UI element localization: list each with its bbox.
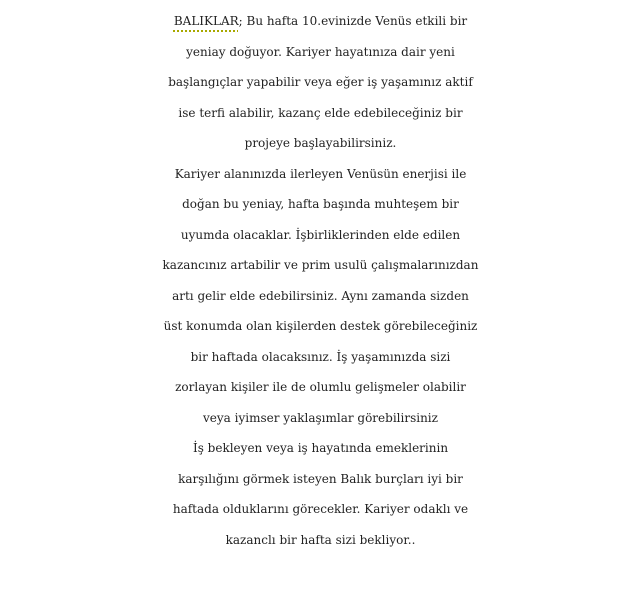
text-line-8: uyumda olacaklar. İşbirliklerinden elde edilen <box>180 227 461 242</box>
text-line-18: kazanclı bir hafta sizi bekliyor.. <box>225 532 416 547</box>
text-line-17: haftada olduklarını görecekler. Kariyer odaklı ve <box>172 502 469 516</box>
text-line-14: veya iyimser yaklaşımlar görebilirsiniz <box>203 410 438 425</box>
text-line-16: karşılığını görmek isteyen Balık burçları iyi bir <box>178 471 463 486</box>
text-line-13: zorlayan kişiler ile de olumlu gelişmeler olabilir <box>175 380 466 394</box>
text-line-10: artı gelir elde edebilirsiniz. Aynı zamanda sizden <box>172 288 469 303</box>
text-line-4: ise terfi alabilir, kazanç elde edebileceğiniz bir <box>178 105 463 120</box>
text-line-6: Kariyer alanınızda ilerleyen Venüsün enerjisi ile <box>174 166 467 181</box>
sign-name-heading: BALIKLAR <box>173 14 239 28</box>
text-line-5: projeye başlayabilirsiniz. <box>244 136 397 150</box>
text-line-12: bir haftada olacaksınız. İş yaşamınızda sizi <box>190 349 451 364</box>
text-line-15: İş bekleyen veya iş hayatında emeklerinin <box>192 441 449 455</box>
text-line-3: başlangıçlar yapabilir veya eğer iş yaşamınız aktif <box>168 75 473 89</box>
text-line-2: yeniay doğuyor. Kariyer hayatınıza dair yeni <box>186 44 455 59</box>
text-line-11: üst konumda olan kişilerden destek görebileceğiniz <box>163 319 478 333</box>
text-line-1 <box>0 6 641 37</box>
text-line-1-rest: ; Bu hafta 10.evinizde Venüs etkili bir <box>238 14 468 28</box>
text-line-9: kazancınız artabilir ve prim usulü çalışmalarınızdan <box>162 258 479 272</box>
text-line-7: doğan bu yeniay, hafta başında muhteşem bir <box>182 197 459 211</box>
